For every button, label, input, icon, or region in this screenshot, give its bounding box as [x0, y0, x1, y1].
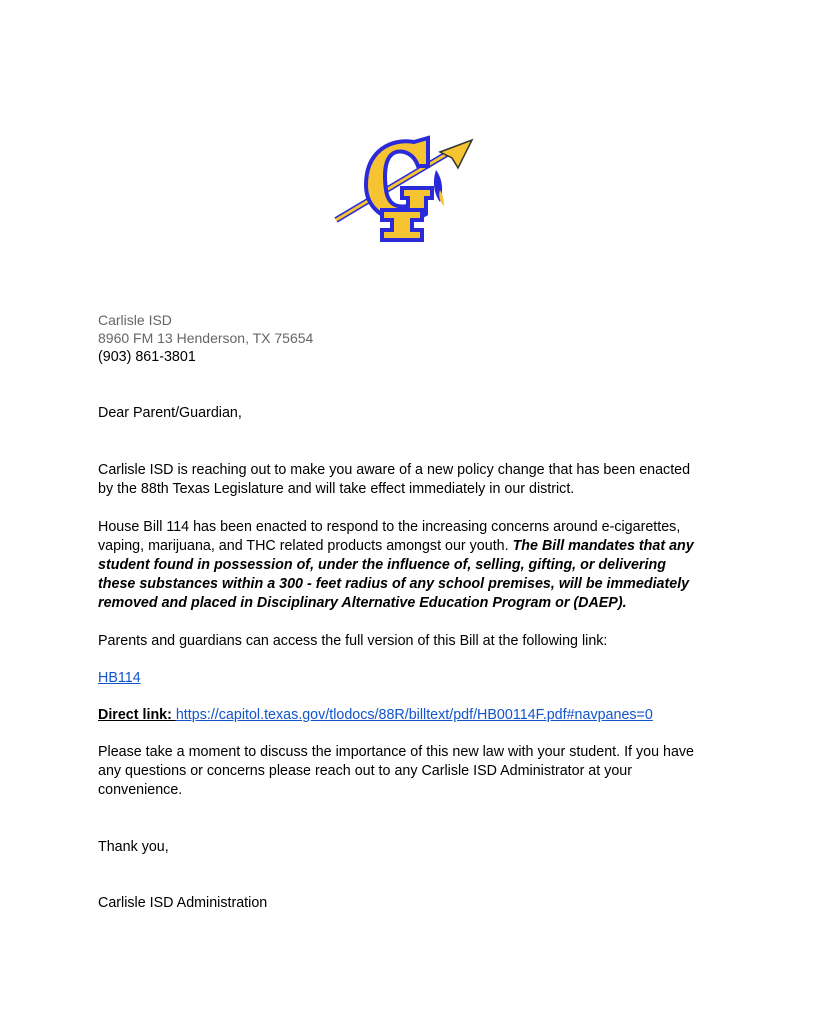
org-phone: (903) 861-3801	[98, 349, 196, 365]
hb114-link[interactable]: HB114	[98, 670, 141, 686]
org-address: 8960 FM 13 Henderson, TX 75654	[98, 330, 314, 346]
para2-line: House Bill 114 has been enacted to respond to the increasing concerns around e-cigarettes,	[98, 519, 681, 535]
closing: Thank you,	[98, 839, 169, 855]
para1-line: Carlisle ISD is reaching out to make you aware of a new policy change that has been enacted	[98, 462, 691, 478]
para1-line: by the 88th Texas Legislature and will take effect immediately in our district.	[98, 481, 575, 497]
para3: Parents and guardians can access the full version of this Bill at the following link:	[98, 633, 608, 649]
signature: Carlisle ISD Administration	[98, 895, 268, 911]
para4-line: any questions or concerns please reach out to any Carlisle ISD Administrator at your	[98, 763, 633, 779]
org-name: Carlisle ISD	[98, 312, 172, 328]
direct-link-label: Direct link:	[98, 707, 176, 723]
salutation: Dear Parent/Guardian,	[98, 405, 242, 421]
carlisle-logo	[332, 130, 477, 245]
para2-text: vaping, marijuana, and THC related products amongst our youth.	[98, 538, 513, 554]
direct-link-url[interactable]: https://capitol.texas.gov/tlodocs/88R/billtext/pdf/HB00114F.pdf#navpanes=0	[175, 707, 653, 723]
para2-emphasis: The Bill mandates that any	[512, 538, 694, 554]
para2-line: these substances within a 300 - feet radius of any school premises, will be immediately	[98, 576, 690, 592]
para4-line: Please take a moment to discuss the importance of this new law with your student. If you have	[98, 744, 695, 760]
para2-line: removed and placed in Disciplinary Alternative Education Program or (DAEP).	[98, 595, 627, 611]
para4-line: convenience.	[98, 782, 183, 798]
direct-link-line	[98, 706, 653, 725]
para2-line	[98, 537, 694, 556]
para2-line: student found in possession of, under the influence of, selling, gifting, or delivering	[98, 557, 666, 573]
